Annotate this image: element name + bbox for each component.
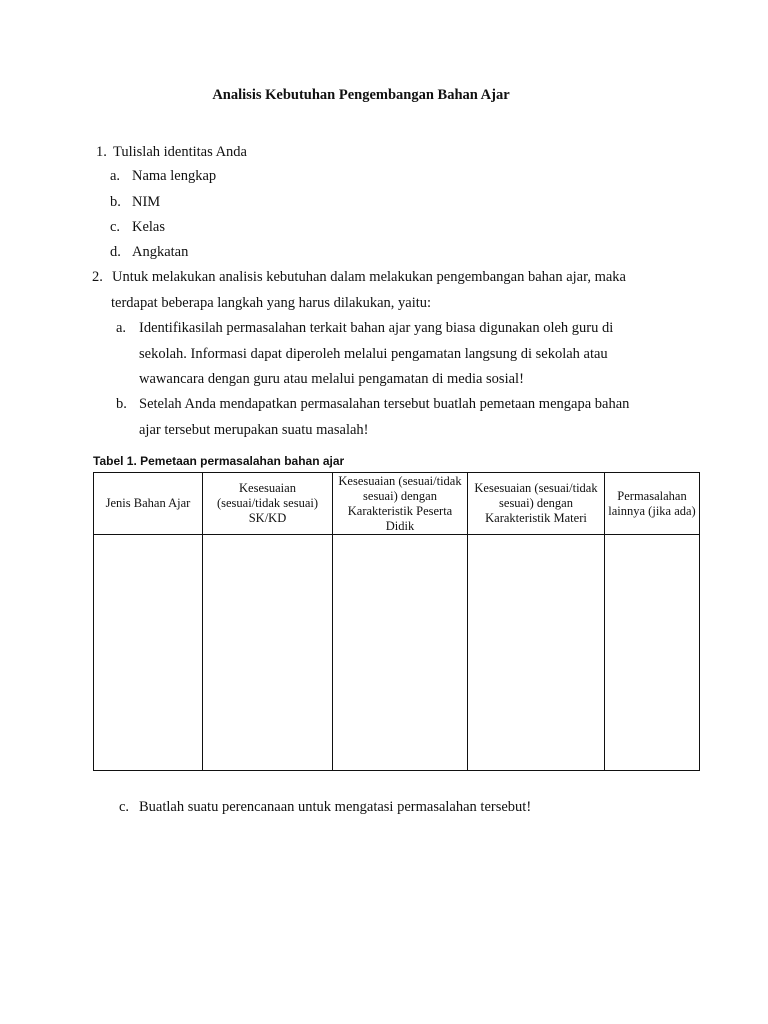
q1-item-b-text: NIM bbox=[132, 194, 161, 210]
q2-item-a-line-1: Identifikasilah permasalahan terkait bahan ajar yang biasa digunakan oleh guru di bbox=[139, 320, 614, 336]
q1-item-d-letter: d. bbox=[110, 244, 121, 260]
q1-item-c-letter: c. bbox=[110, 219, 121, 235]
q2-item-c-letter: c. bbox=[119, 799, 130, 815]
table-cell-empty bbox=[203, 535, 333, 771]
q2-item-b-letter: b. bbox=[116, 396, 127, 412]
q2-item-a-line-2: sekolah. Informasi dapat diperoleh melalui pengamatan langsung di sekolah atau bbox=[139, 346, 608, 362]
q1-item-a-text: Nama lengkap bbox=[132, 168, 217, 184]
document-title: Analisis Kebutuhan Pengembangan Bahan Ajar bbox=[212, 87, 510, 103]
q2-line-2: terdapat beberapa langkah yang harus dilakukan, yaitu: bbox=[111, 295, 432, 311]
q2-item-b-line-1: Setelah Anda mendapatkan permasalahan tersebut buatlah pemetaan mengapa bahan bbox=[139, 396, 630, 412]
header-jenis-bahan-ajar: Jenis Bahan Ajar bbox=[94, 473, 203, 535]
header-kesesuaian-skkd: Kesesuaian (sesuai/tidak sesuai) SK/KD bbox=[203, 473, 333, 535]
q1-item-c-text: Kelas bbox=[132, 219, 166, 235]
q1-item-b-letter: b. bbox=[110, 194, 121, 210]
q2-item-b-line-2: ajar tersebut merupakan suatu masalah! bbox=[139, 422, 369, 438]
table-header-row bbox=[94, 473, 700, 535]
header-kesesuaian-materi: Kesesuaian (sesuai/tidak sesuai) dengan Karakteristik Materi bbox=[468, 473, 605, 535]
table-cell-empty bbox=[468, 535, 605, 771]
header-permasalahan-lainnya: Permasalahan lainnya (jika ada) bbox=[605, 473, 700, 535]
q2-item-a-letter: a. bbox=[116, 320, 127, 336]
q1-item-d-text: Angkatan bbox=[132, 244, 189, 260]
table-caption: Tabel 1. Pemetaan permasalahan bahan ajar bbox=[93, 454, 345, 468]
table-cell-empty bbox=[605, 535, 700, 771]
q2-item-a-line-3: wawancara dengan guru atau melalui pengamatan di media sosial! bbox=[139, 371, 524, 387]
q1-item-a-letter: a. bbox=[110, 168, 121, 184]
table-cell-empty bbox=[333, 535, 468, 771]
q2-item-c-text: Buatlah suatu perencanaan untuk mengatasi permasalahan tersebut! bbox=[139, 799, 532, 815]
header-kesesuaian-peserta-didik: Kesesuaian (sesuai/tidak sesuai) dengan Karakteristik Peserta Didik bbox=[333, 473, 468, 535]
q1-number: 1. bbox=[96, 144, 107, 160]
q2-number: 2. bbox=[92, 269, 103, 285]
q1-text: Tulislah identitas Anda bbox=[113, 144, 247, 160]
q2-line-1: Untuk melakukan analisis kebutuhan dalam melakukan pengembangan bahan ajar, maka bbox=[112, 269, 626, 285]
table-cell-empty bbox=[94, 535, 203, 771]
problem-mapping-table bbox=[93, 472, 700, 771]
table-row bbox=[94, 535, 700, 771]
